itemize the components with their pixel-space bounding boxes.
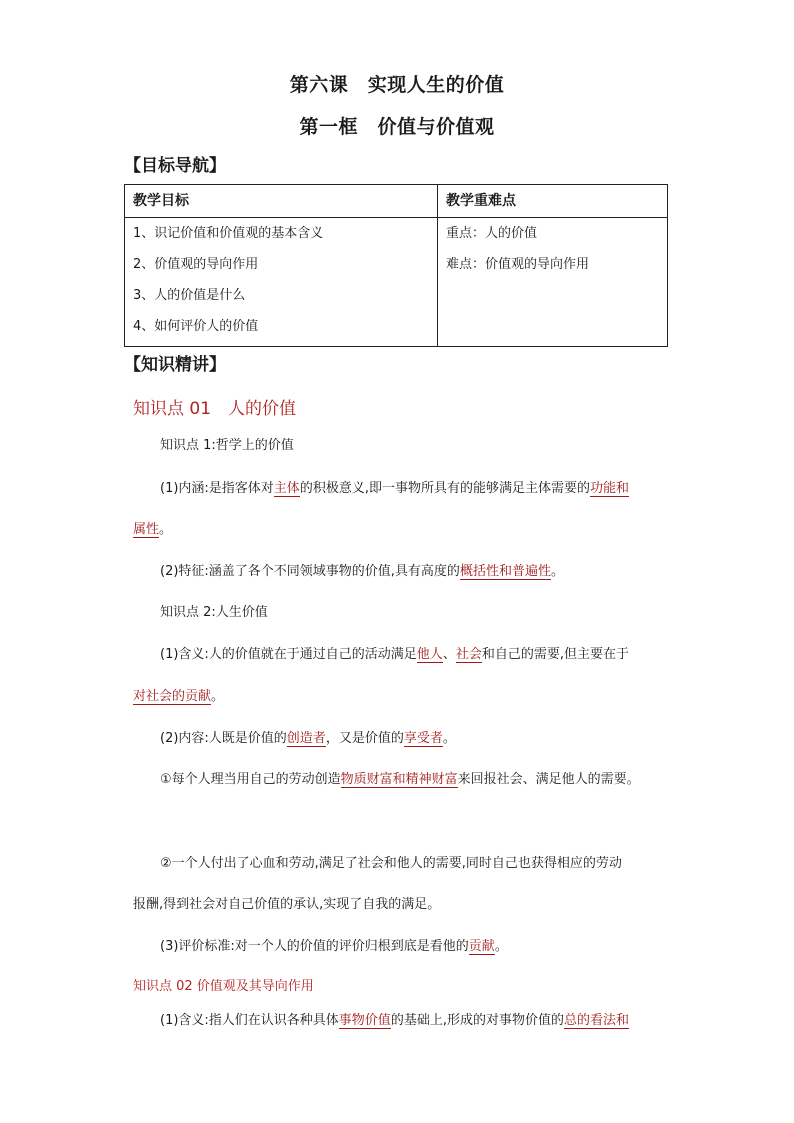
sub-heading-philosophy-value: 知识点 1:哲学上的价值 [160,438,294,453]
goal-item: 3、人的价值是什么 [133,288,246,303]
paragraph-feature: (2)特征:涵盖了各个不同领域事物的价值,具有高度的概括性和普遍性。 [160,564,564,579]
highlight-term: 他人 [416,647,443,662]
goal-item: 1、识记价值和价值观的基本含义 [133,226,324,241]
paragraph-values-meaning: (1)含义:指人们在认识各种具体事物价值的基础上,形成的对事物价值的总的看法和 [160,1013,629,1028]
key-point-item: 重点：人的价值 [446,226,538,241]
highlight-term: 事物价值 [338,1013,391,1028]
paragraph-evaluation: (3)评价标准:对一个人的价值的评价归根到底是看他的贡献。 [160,939,508,954]
goal-item: 2、价值观的导向作用 [133,257,259,272]
highlight-term: 贡献 [468,939,495,954]
page-subtitle: 第一框 价值与价值观 [299,116,495,138]
highlight-term: 对社会的贡献 [133,689,212,704]
paragraph-connotation: (1)内涵:是指客体对主体的积极意义,即一事物所具有的能够满足主体需要的功能和 [160,481,629,496]
paragraph-meaning-cont: 对社会的贡献。 [133,689,225,704]
knowledge-point-01-heading: 知识点 01 人的价值 [133,399,297,419]
highlight-term: 总的看法和 [563,1013,629,1028]
highlight-term: 创造者 [286,731,326,746]
highlight-term: 属性 [133,522,160,537]
paragraph-meaning: (1)含义:人的价值就在于通过自己的活动满足他人、社会和自己的需要,但主要在于 [160,647,629,662]
page-title: 第六课 实现人生的价值 [289,74,505,96]
highlight-term: 物质财富和精神财富 [340,772,458,787]
goals-table [124,184,668,347]
highlight-term: 功能和 [589,481,629,496]
sub-heading-life-value: 知识点 2:人生价值 [160,605,268,620]
key-points-cell [438,218,668,347]
key-point-item: 难点：价值观的导向作用 [446,257,590,272]
highlight-term: 社会 [455,647,482,662]
highlight-term: 主体 [273,481,300,496]
table-header-goals: 教学目标 [125,185,438,218]
section-knowledge-heading: 【知识精讲】 [124,355,226,375]
goal-item: 4、如何评价人的价值 [133,319,259,334]
paragraph-point-2: ②一个人付出了心血和劳动,满足了社会和他人的需要,同时自己也获得相应的劳动 [160,856,622,871]
table-header-key-points: 教学重难点 [438,185,668,218]
paragraph-point-2-cont: 报酬,得到社会对自己价值的承认,实现了自我的满足。 [133,897,441,912]
goals-cell [125,218,438,347]
paragraph-point-1: ①每个人理当用自己的劳动创造物质财富和精神财富来回报社会、满足他人的需要。 [160,772,640,787]
knowledge-point-02-heading: 知识点 02 价值观及其导向作用 [133,979,314,994]
section-goals-heading: 【目标导航】 [124,156,226,176]
highlight-term: 概括性和普遍性 [459,564,551,579]
paragraph-connotation-cont: 属性。 [133,522,173,537]
paragraph-content: (2)内容:人既是价值的创造者，又是价值的享受者。 [160,731,456,746]
highlight-term: 享受者 [403,731,443,746]
